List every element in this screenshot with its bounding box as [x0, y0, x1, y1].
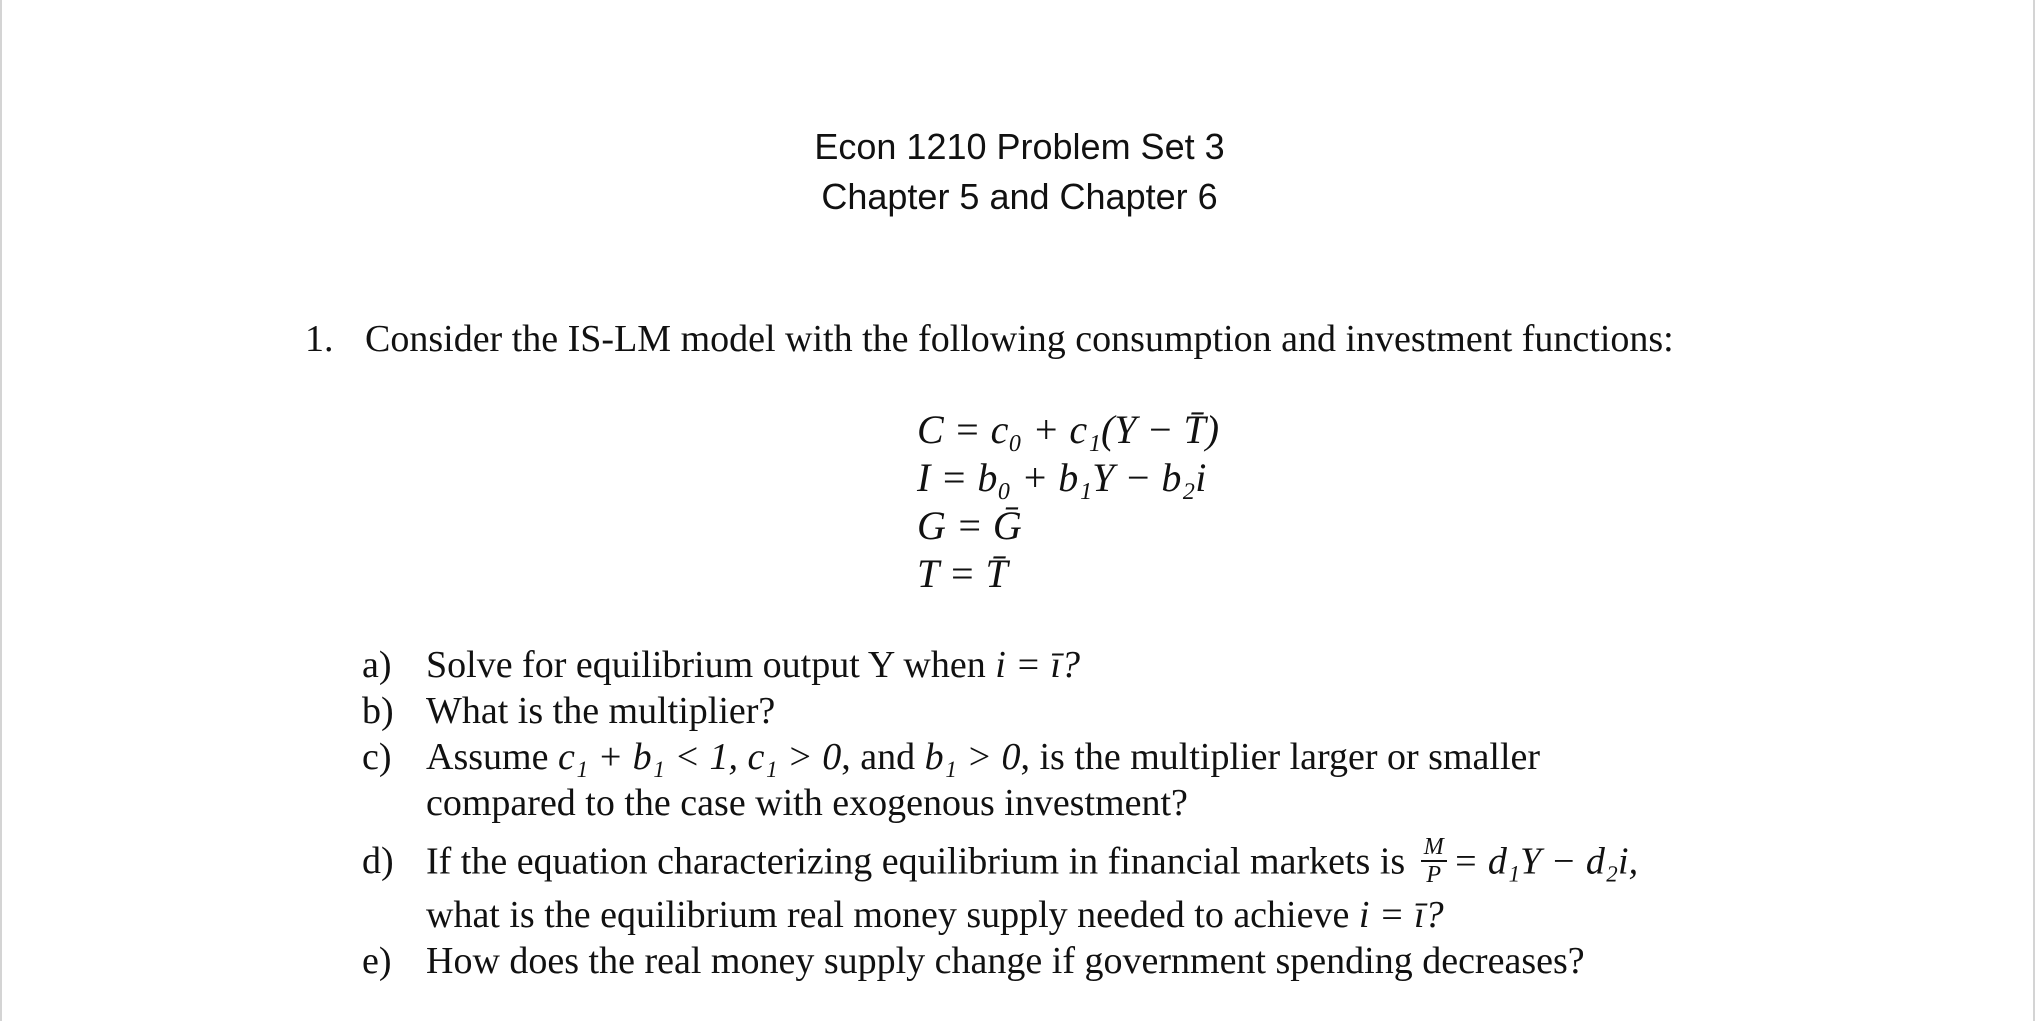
part-b — [362, 688, 1638, 734]
sub-questions — [362, 642, 1638, 984]
equation-taxes: T = T̄ — [917, 551, 1008, 596]
part-c-label: c) — [362, 736, 392, 778]
part-c-math-2: b₁ > 0 — [924, 736, 1021, 778]
title-line-2: Chapter 5 and Chapter 6 — [821, 176, 1218, 217]
part-d-line-2-text: what is the equilibrium real money supply needed to achieve — [426, 894, 1359, 936]
fraction-denominator: P — [1426, 862, 1442, 888]
equation-consumption: C = c₀ + c₁(Y − T̄) — [917, 407, 1220, 452]
part-b-text: What is the multiplier? — [426, 690, 776, 732]
part-c-line-2: compared to the case with exogenous investment? — [426, 782, 1188, 824]
part-c-text-1: Assume — [426, 736, 558, 778]
money-over-price-fraction — [1421, 834, 1447, 888]
title-line-1: Econ 1210 Problem Set 3 — [814, 126, 1225, 167]
part-a-label: a) — [362, 644, 392, 686]
part-d-text-1: If the equation characterizing equilibrium in financial markets is — [426, 840, 1415, 883]
part-e-label: e) — [362, 940, 392, 982]
part-e — [362, 938, 1638, 984]
question-1-stem — [305, 314, 1674, 364]
equation-government: G = Ḡ — [917, 503, 1022, 548]
part-a-text: Solve for equilibrium output Y when — [426, 644, 996, 686]
part-c-text-2: , and — [841, 736, 925, 778]
equation-block — [917, 406, 1219, 598]
part-b-label: b) — [362, 690, 394, 732]
part-c — [362, 734, 1638, 826]
part-d-math-1: = d₁Y − d₂i, — [1452, 840, 1639, 883]
equation-investment: I = b₀ + b₁Y − b₂i — [917, 455, 1207, 500]
title-block — [2, 122, 2037, 222]
part-e-text: How does the real money supply change if government spending decreases? — [426, 940, 1585, 982]
part-d-math-2: i = ī? — [1358, 894, 1444, 936]
fraction-numerator: M — [1421, 834, 1447, 862]
part-c-text-3: , is the multiplier larger or smaller — [1020, 736, 1541, 778]
part-a — [362, 642, 1638, 688]
part-a-math: i = ī? — [995, 644, 1080, 686]
question-text: Consider the IS-LM model with the following consumption and investment functions: — [365, 318, 1674, 360]
part-d — [362, 834, 1639, 938]
question-number: 1. — [305, 318, 334, 360]
part-d-label: d) — [362, 840, 394, 882]
part-d-line-2 — [426, 892, 1638, 938]
part-c-math-1: c₁ + b₁ < 1, c₁ > 0 — [557, 736, 842, 778]
